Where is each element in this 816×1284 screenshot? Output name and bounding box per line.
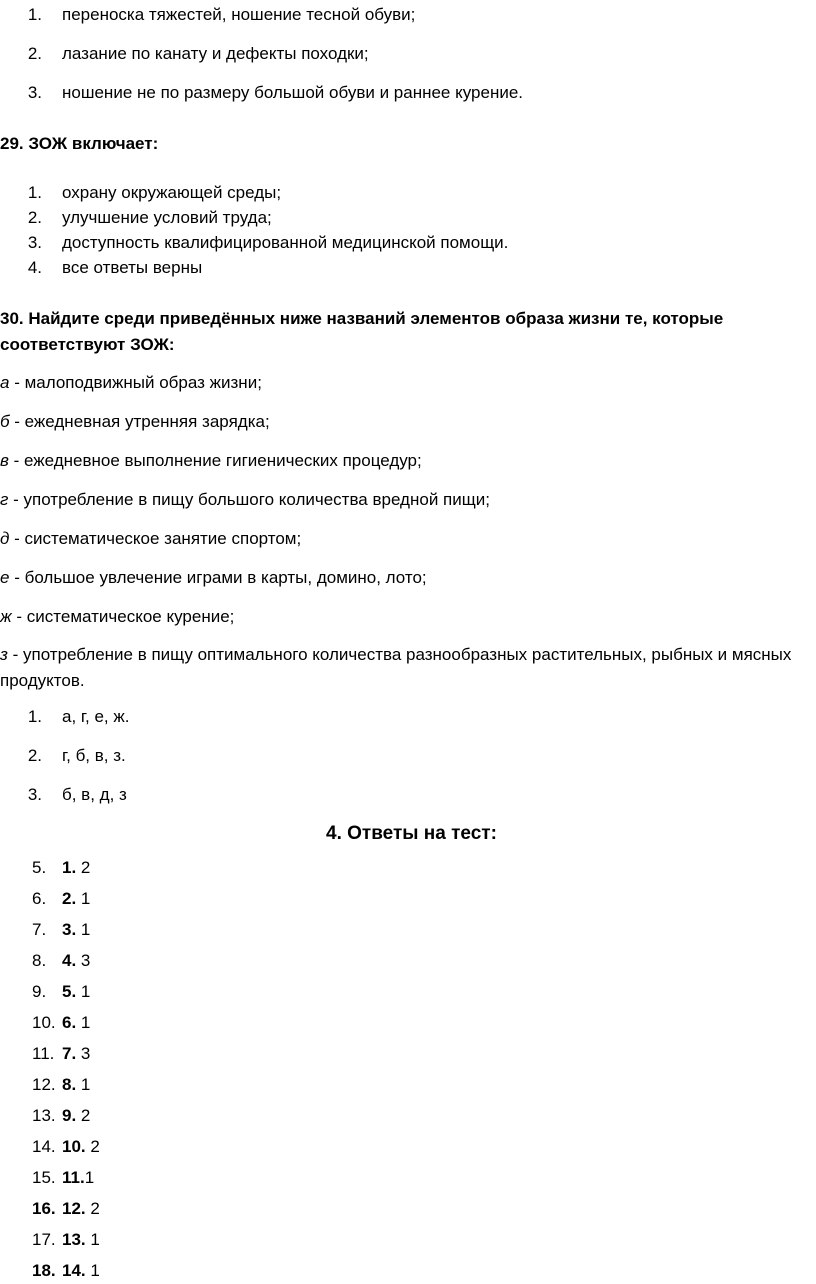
element-item	[0, 489, 490, 511]
element-item	[0, 450, 422, 472]
answer-row	[62, 888, 90, 910]
answer-row-number: 8.	[32, 951, 47, 970]
list-item-text: переноска тяжестей, ношение тесной обуви;	[62, 5, 416, 24]
answer-row	[62, 1012, 90, 1034]
answer-value: 1	[76, 889, 91, 908]
answer-row	[62, 950, 90, 972]
element-text: - систематическое занятие спортом;	[9, 529, 302, 548]
answer-value: 3	[76, 1044, 91, 1063]
answer-row	[62, 1229, 100, 1251]
element-text: - ежедневное выполнение гигиенических процедур;	[8, 451, 422, 470]
list-item-text: ношение не по размеру большой обуви и раннее курение.	[62, 83, 524, 102]
option-number: 2.	[27, 208, 42, 227]
answer-value: 1	[76, 1013, 91, 1032]
answer-row-number: 6.	[32, 889, 47, 908]
answer-row-number: 18.	[32, 1261, 56, 1280]
element-item	[0, 411, 270, 433]
answer-row-number: 16.	[32, 1199, 56, 1218]
question-30-title: 30. Найдите среди приведённых ниже названий элементов образа жизни те, которые соответствуют ЗОЖ:	[0, 309, 724, 354]
answer-row-number: 17.	[32, 1230, 56, 1249]
answer-question-number: 11.	[62, 1168, 85, 1187]
list-item-text: лазание по канату и дефекты походки;	[62, 44, 369, 63]
answer-row	[62, 857, 90, 879]
option-text: б, в, д, з	[62, 785, 127, 804]
answer-row-number: 7.	[32, 920, 47, 939]
option-number: 1.	[27, 183, 42, 202]
answer-question-number: 13.	[62, 1230, 86, 1249]
answer-question-number: 7.	[62, 1044, 77, 1063]
answer-row	[62, 981, 90, 1003]
answer-value: 1	[84, 1168, 95, 1187]
element-letter: а	[0, 373, 10, 392]
element-text: - систематическое курение;	[11, 607, 235, 626]
option-text: доступность квалифицированной медицинской помощи.	[62, 233, 509, 252]
answer-value: 1	[76, 982, 91, 1001]
answer-row	[62, 1136, 100, 1158]
element-item	[0, 372, 262, 394]
answer-question-number: 3.	[62, 920, 77, 939]
answer-row-number: 10.	[32, 1013, 56, 1032]
answer-row-number: 5.	[32, 858, 47, 877]
answer-row-number: 13.	[32, 1106, 56, 1125]
answer-value: 3	[76, 951, 91, 970]
element-item	[0, 642, 810, 694]
answer-row	[62, 1198, 100, 1220]
answer-question-number: 4.	[62, 951, 77, 970]
element-letter: в	[0, 451, 9, 470]
question-29-title: 29. ЗОЖ включает:	[0, 134, 159, 153]
answer-row-number: 14.	[32, 1137, 56, 1156]
element-text: - ежедневная утренняя зарядка;	[9, 412, 270, 431]
element-item	[0, 528, 301, 550]
answer-question-number: 6.	[62, 1013, 77, 1032]
answer-value: 2	[76, 858, 91, 877]
answer-question-number: 9.	[62, 1106, 77, 1125]
list-item-number: 3.	[27, 83, 42, 102]
element-item	[0, 567, 427, 589]
answer-value: 2	[85, 1137, 100, 1156]
answer-value: 1	[85, 1261, 100, 1280]
answer-question-number: 10.	[62, 1137, 86, 1156]
element-letter: ж	[0, 607, 12, 626]
element-text: - малоподвижный образ жизни;	[9, 373, 262, 392]
element-text: - употребление в пищу оптимального количества разнообразных растительных, рыбных и мясных продуктов.	[0, 645, 797, 690]
answer-row	[62, 1043, 90, 1065]
list-item-number: 2.	[27, 44, 42, 63]
answer-row	[62, 1167, 94, 1189]
element-letter: д	[0, 529, 10, 548]
answer-row-number: 15.	[32, 1168, 56, 1187]
answers-heading: 4. Ответы на тест:	[326, 823, 497, 844]
list-item-number: 1.	[27, 5, 42, 24]
answer-value: 2	[76, 1106, 91, 1125]
answer-question-number: 5.	[62, 982, 77, 1001]
element-letter: б	[0, 412, 10, 431]
answer-row-number: 12.	[32, 1075, 56, 1094]
answer-row	[62, 1260, 100, 1282]
answer-question-number: 2.	[62, 889, 77, 908]
option-text: все ответы верны	[62, 258, 203, 277]
answer-question-number: 1.	[62, 858, 77, 877]
answer-value: 1	[85, 1230, 100, 1249]
answer-value: 1	[76, 1075, 91, 1094]
answer-row	[62, 919, 90, 941]
answer-question-number: 14.	[62, 1261, 86, 1280]
element-text: - употребление в пищу большого количества вредной пищи;	[8, 490, 490, 509]
answer-row-number: 11.	[32, 1044, 55, 1063]
option-text: охрану окружающей среды;	[62, 183, 282, 202]
answer-row-number: 9.	[32, 982, 47, 1001]
answer-question-number: 8.	[62, 1075, 77, 1094]
answer-row	[62, 1074, 90, 1096]
element-letter: з	[0, 645, 8, 664]
element-text: - большое увлечение играми в карты, домино, лото;	[9, 568, 427, 587]
answer-row	[62, 1105, 90, 1127]
option-number: 4.	[27, 258, 42, 277]
answer-question-number: 12.	[62, 1199, 86, 1218]
answer-value: 2	[85, 1199, 100, 1218]
answer-value: 1	[76, 920, 91, 939]
element-letter: г	[0, 490, 9, 509]
option-text: г, б, в, з.	[62, 746, 126, 765]
option-number: 1.	[27, 707, 42, 726]
element-item	[0, 606, 234, 628]
option-number: 2.	[27, 746, 42, 765]
option-text: улучшение условий труда;	[62, 208, 272, 227]
element-letter: е	[0, 568, 10, 587]
option-text: а, г, е, ж.	[62, 707, 130, 726]
option-number: 3.	[27, 233, 42, 252]
option-number: 3.	[27, 785, 42, 804]
